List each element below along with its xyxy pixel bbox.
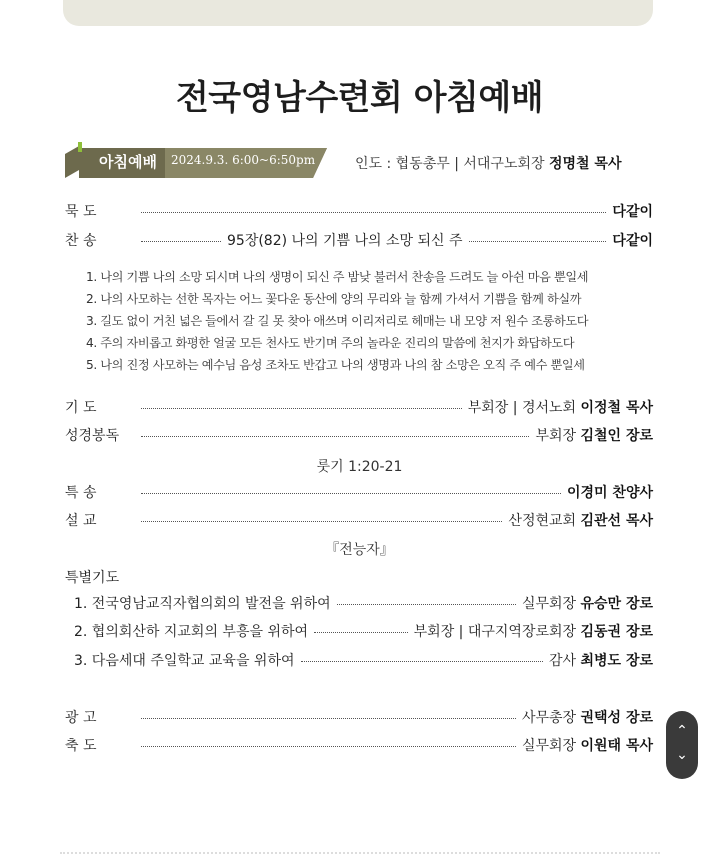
verse-line: 3. 길도 없이 거친 넓은 들에서 갈 길 못 찾아 애쓰며 이리저리로 헤매는 내 모양 저 원수 조롱하도다 <box>86 314 589 328</box>
prayer-row <box>74 649 653 671</box>
row-label: 성경봉독 <box>65 428 120 444</box>
dotted-leader <box>141 493 561 494</box>
row-name: 권택성 장로 <box>580 710 653 726</box>
scroll-control <box>666 711 698 779</box>
order-row-silent-prayer <box>65 200 653 222</box>
row-name: 김동권 장로 <box>580 624 653 640</box>
verse-line: 5. 나의 진정 사모하는 예수님 음성 조차도 반갑고 나의 생명과 나의 참 소망은 오직 주 예수 뿐일세 <box>86 358 585 372</box>
verse-line: 4. 주의 자비롭고 화평한 얼굴 모든 천사도 반기며 주의 놀라운 진리의 말씀에 천지가 화답하도다 <box>86 336 575 350</box>
order-row-scripture <box>65 424 653 446</box>
order-row-benediction <box>65 734 653 756</box>
row-name: 이경미 찬양사 <box>566 485 653 501</box>
hymn-title: 95장(82) 나의 기쁨 나의 소망 되신 주 <box>227 233 463 249</box>
row-name: 최병도 장로 <box>580 653 653 669</box>
prayer-row <box>74 592 653 614</box>
dotted-leader <box>469 241 607 242</box>
row-name: 이원태 목사 <box>580 738 653 754</box>
row-role: 부회장 <box>535 428 577 444</box>
banner-time: 2024.9.3. 6:00~6:50pm <box>171 153 316 167</box>
top-decor-bar <box>63 0 653 26</box>
chevron-up-icon[interactable]: ⌃ <box>676 723 688 739</box>
dotted-leader <box>141 521 502 522</box>
dotted-leader <box>314 632 408 633</box>
row-role: 실무회장 <box>521 738 577 754</box>
row-name: 김관선 목사 <box>580 513 653 529</box>
order-row-special-song <box>65 481 653 503</box>
order-row-sermon <box>65 509 653 531</box>
row-role: 실무회장 <box>521 596 577 612</box>
row-role: 부회장 | 경서노회 <box>467 400 577 416</box>
dotted-leader <box>141 241 221 242</box>
row-name: 김철인 장로 <box>580 428 653 444</box>
prayer-topic: 3. 다음세대 주일학교 교육을 위하여 <box>74 653 295 669</box>
row-name: 유승만 장로 <box>580 596 653 612</box>
prayer-topic: 2. 협의회산하 지교회의 부흥을 위하여 <box>74 624 309 640</box>
dotted-leader <box>141 718 516 719</box>
row-role: 감사 <box>548 653 577 669</box>
dotted-leader <box>141 408 462 409</box>
order-row-prayer <box>65 396 653 418</box>
row-label: 설 교 <box>65 513 97 529</box>
order-row-hymn <box>65 229 653 251</box>
row-label: 기 도 <box>65 400 97 416</box>
order-row-announcements <box>65 706 653 728</box>
row-label: 묵 도 <box>65 204 97 220</box>
leader-name: 정명철 목사 <box>548 156 622 172</box>
prayer-topic: 1. 전국영남교직자협의회의 발전을 위하여 <box>74 596 331 612</box>
page-title: 전국영남수련회 아침예배 <box>175 78 544 118</box>
row-name: 이정철 목사 <box>580 400 653 416</box>
row-label: 찬 송 <box>65 233 97 249</box>
bottom-fade-divider <box>60 852 660 858</box>
chevron-down-icon[interactable]: ⌄ <box>676 747 688 763</box>
row-label: 축 도 <box>65 738 97 754</box>
row-role: 부회장 | 대구지역장로회장 <box>413 624 577 640</box>
dotted-leader <box>337 604 516 605</box>
prayer-row <box>74 620 653 642</box>
scripture-reference: 룻기 1:20-21 <box>316 459 403 475</box>
row-label: 광 고 <box>65 710 97 726</box>
verse-line: 1. 나의 기쁨 나의 소망 되시며 나의 생명이 되신 주 밤낮 불러서 찬송을 드려도 늘 아쉰 마음 뿐일세 <box>86 270 589 284</box>
special-prayer-heading: 특별기도 <box>65 570 120 586</box>
dotted-leader <box>141 746 516 747</box>
banner-label: 아침예배 <box>99 153 157 171</box>
dotted-leader <box>301 661 543 662</box>
row-role: 사무총장 <box>521 710 577 726</box>
verse-line: 2. 나의 사모하는 선한 목자는 어느 꽃다운 동산에 양의 무리와 늘 함께 가셔서 기쁨을 함께 하실까 <box>86 292 582 306</box>
service-banner <box>65 142 327 178</box>
row-name: 다같이 <box>612 233 653 249</box>
row-label: 특 송 <box>65 485 97 501</box>
dotted-leader <box>141 436 529 437</box>
row-name: 다같이 <box>612 204 653 220</box>
row-role: 산정현교회 <box>508 513 577 529</box>
leader-prefix: 인도 : 협동총무 | 서대구노회장 <box>355 156 545 172</box>
hymn-verses <box>86 266 666 376</box>
dotted-leader <box>141 212 606 213</box>
sermon-title: 『전능자』 <box>325 542 394 558</box>
leader-line <box>355 153 621 173</box>
